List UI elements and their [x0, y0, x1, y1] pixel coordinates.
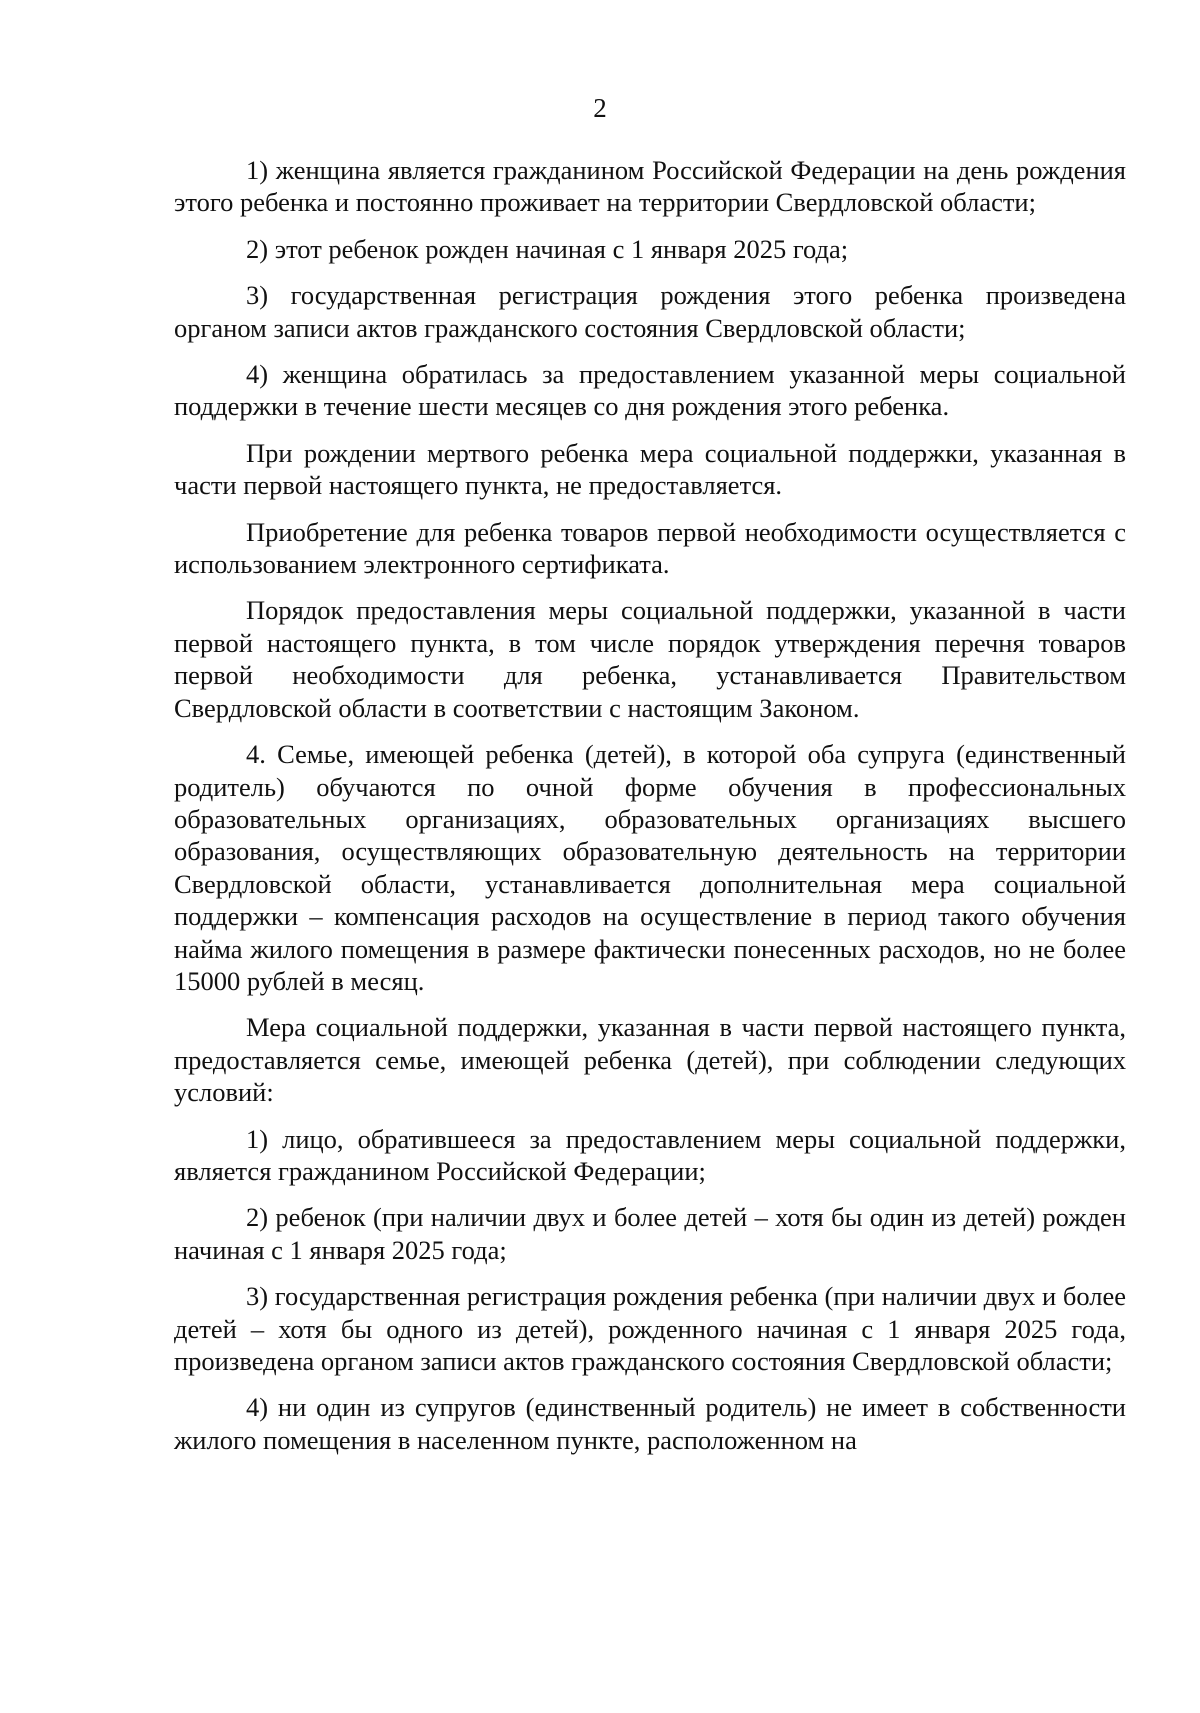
paragraph-conditions-intro: Мера социальной поддержки, указанная в части первой настоящего пункта, предоставляется семье, имеющей ребенка (детей), при соблюдении следующих условий:	[174, 1012, 1126, 1108]
page-number: 2	[593, 93, 607, 123]
paragraph-housing-condition-2: 2) ребенок (при наличии двух и более детей – хотя бы один из детей) рожден начиная с 1 января 2025 года;	[174, 1202, 1126, 1265]
paragraph-housing-condition-4: 4) ни один из супругов (единственный родитель) не имеет в собственности жилого помещения в населенном пункте, расположенном на	[174, 1392, 1126, 1455]
paragraph-condition-1-citizenship: 1) женщина является гражданином Российской Федерации на день рождения этого ребенка и постоянно проживает на территории Свердловской области;	[174, 155, 1126, 218]
paragraph-electronic-certificate: Приобретение для ребенка товаров первой необходимости осуществляется с использованием электронного сертификата.	[174, 516, 1126, 580]
paragraph-item-4-housing-compensation: 4. Семье, имеющей ребенка (детей), в которой оба супруга (единственный родитель) обучаются по очной форме обучения в профессиональных образовательных организациях, образовательных организациях высшего образования, осуществляющих образовательную деятельность на территории Свердловской области, устанавливается дополнительная мера социальной поддержки – компенсация расходов на осуществление в период такого обучения найма жилого помещения в размере фактически понесенных расходов, но не более 15000 рублей в месяц.	[174, 739, 1126, 996]
document-body	[174, 154, 1126, 1470]
paragraph-condition-2-birth-date: 2) этот ребенок рожден начиная с 1 января 2025 года;	[246, 233, 849, 264]
paragraph-condition-3-registration: 3) государственная регистрация рождения этого ребенка произведена органом записи актов гражданского состояния Свердловской области;	[174, 280, 1126, 343]
paragraph-condition-4-application: 4) женщина обратилась за предоставлением указанной меры социальной поддержки в течение шести месяцев со дня рождения этого ребенка.	[174, 359, 1126, 422]
paragraph-housing-condition-3: 3) государственная регистрация рождения ребенка (при наличии двух и более детей – хотя бы одного из детей), рожденного начиная с 1 января 2025 года, произведена органом записи актов гражданского состояния Свердловской области;	[174, 1281, 1126, 1376]
paragraph-stillbirth-exclusion: При рождении мертвого ребенка мера социальной поддержки, указанная в части первой настоящего пункта, не предоставляется.	[174, 437, 1126, 501]
paragraph-procedure: Порядок предоставления меры социальной поддержки, указанной в части первой настоящего пункта, в том числе порядок утверждения перечня товаров первой необходимости для ребенка, устанавливается Правительством Свердловской области в соответствии с настоящим Законом.	[174, 595, 1126, 723]
paragraph-housing-condition-1: 1) лицо, обратившееся за предоставлением меры социальной поддержки, является гражданином Российской Федерации;	[174, 1123, 1126, 1186]
